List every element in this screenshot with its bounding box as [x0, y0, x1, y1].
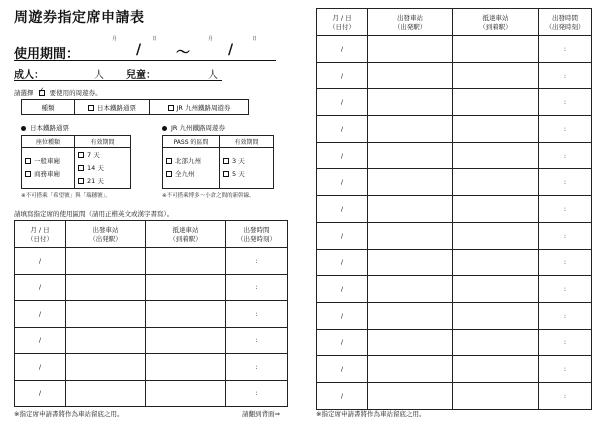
- arrive-cell[interactable]: [453, 222, 539, 249]
- arrive-cell[interactable]: [146, 274, 226, 301]
- depart-cell[interactable]: [368, 302, 453, 329]
- checkbox-icon[interactable]: [166, 158, 172, 164]
- time-cell[interactable]: :: [226, 301, 288, 328]
- arrive-cell[interactable]: [453, 169, 539, 196]
- kyushu-pass-heading: [162, 123, 225, 132]
- validity-option-3[interactable]: [220, 155, 273, 168]
- time-cell[interactable]: :: [539, 62, 592, 89]
- reservation-row: [15, 380, 288, 407]
- route-instruction: 請填寫指定席的使用區間（請用正楷英文或漢字書寫）。: [14, 210, 174, 218]
- arrive-column-header: [146, 221, 226, 248]
- reservation-row: [317, 62, 592, 89]
- arrive-cell[interactable]: [453, 142, 539, 169]
- reservation-row: [317, 116, 592, 143]
- end-day-label: 日: [252, 36, 258, 42]
- seat-option-ordinary[interactable]: [22, 155, 74, 168]
- arrive-column-header: [453, 9, 539, 36]
- checkbox-icon[interactable]: [78, 165, 84, 171]
- depart-cell[interactable]: [368, 89, 453, 116]
- passenger-count-field[interactable]: [14, 66, 222, 81]
- checkbox-icon[interactable]: [168, 105, 174, 111]
- pass-type-header: 種類: [22, 100, 75, 115]
- reservation-row: [317, 142, 592, 169]
- pass-area-header: PASS 的區間: [163, 136, 220, 148]
- turn-over-link[interactable]: 請翻到背面⇒: [242, 410, 280, 418]
- date-column-header: [317, 9, 368, 36]
- jr-pass-note: ※不可搭乘「希望號」與「瑞穗號」。: [21, 193, 111, 199]
- time-header-sub: （出発時刻）: [545, 23, 585, 31]
- time-cell[interactable]: :: [539, 116, 592, 143]
- time-header-sub: （出発時刻）: [237, 235, 276, 243]
- date-cell[interactable]: /: [317, 356, 368, 383]
- depart-cell[interactable]: [368, 329, 453, 356]
- time-cell[interactable]: :: [539, 329, 592, 356]
- reservation-row: [317, 222, 592, 249]
- reservation-row: [317, 249, 592, 276]
- jr-pass-heading: [21, 123, 69, 132]
- depart-cell[interactable]: [368, 249, 453, 276]
- kyushu-validity-header: 有效期間: [220, 136, 274, 148]
- arrive-header-sub: （到着駅）: [169, 235, 202, 243]
- arrive-cell[interactable]: [146, 354, 226, 381]
- time-cell[interactable]: :: [539, 142, 592, 169]
- end-month-label: 月: [208, 36, 214, 42]
- reservation-row: [317, 276, 592, 303]
- checkbox-icon[interactable]: [25, 171, 31, 177]
- right-footer-note: ※指定席申請書將作為車站留底之用。: [316, 410, 426, 418]
- arrive-cell[interactable]: [453, 302, 539, 329]
- reservation-table-left: [14, 220, 288, 407]
- reservation-rows-left: [15, 248, 288, 407]
- depart-cell[interactable]: [66, 274, 146, 301]
- time-cell[interactable]: :: [539, 302, 592, 329]
- reservation-row: [15, 327, 288, 354]
- arrive-cell[interactable]: [453, 249, 539, 276]
- pass-type-table: [21, 99, 249, 115]
- depart-column-header: [368, 9, 453, 36]
- area-option-north[interactable]: [163, 155, 219, 168]
- reservation-row: [317, 169, 592, 196]
- seat-type-header: 座位種類: [22, 136, 75, 148]
- depart-cell[interactable]: [368, 169, 453, 196]
- depart-header-sub: （出発駅）: [393, 23, 427, 31]
- depart-cell[interactable]: [368, 382, 453, 409]
- jr-pass-heading-text: 日本鐵路通票: [30, 124, 69, 132]
- arrive-cell[interactable]: [453, 62, 539, 89]
- depart-cell[interactable]: [66, 301, 146, 328]
- validity-option-label: 21 天: [87, 176, 104, 185]
- arrive-cell[interactable]: [146, 380, 226, 407]
- arrive-cell[interactable]: [453, 356, 539, 383]
- period-tilde: 〜: [176, 45, 190, 61]
- depart-header-text: 出發車站: [397, 14, 423, 22]
- arrive-header-text: 抵達車站: [172, 226, 199, 234]
- reservation-row: [317, 382, 592, 409]
- reservation-rows-right: [317, 36, 592, 410]
- select-instruction: [14, 88, 102, 97]
- arrive-header-sub: （到着駅）: [479, 23, 512, 31]
- date-cell[interactable]: /: [317, 196, 368, 223]
- reservation-row: [317, 36, 592, 63]
- time-cell[interactable]: :: [226, 274, 288, 301]
- depart-cell[interactable]: [66, 354, 146, 381]
- time-cell[interactable]: :: [226, 248, 288, 275]
- area-option-all[interactable]: [163, 168, 219, 181]
- reservation-row: [317, 89, 592, 116]
- checkbox-icon[interactable]: [78, 178, 84, 184]
- checkbox-icon[interactable]: [78, 152, 84, 158]
- reservation-row: [15, 248, 288, 275]
- depart-cell[interactable]: [368, 62, 453, 89]
- kyushu-pass-table: [162, 135, 274, 189]
- checkbox-icon[interactable]: [223, 171, 229, 177]
- time-cell[interactable]: :: [539, 89, 592, 116]
- start-day-label: 日: [152, 36, 158, 42]
- depart-cell[interactable]: [368, 276, 453, 303]
- time-column-header: [226, 221, 288, 248]
- form-title: 周遊券指定席申請表: [14, 10, 145, 26]
- left-footer-note: ※指定席申請書將作為車站留底之用。: [14, 410, 124, 418]
- checked-instruction-text: 要使用的周遊券。: [49, 89, 102, 97]
- arrive-cell[interactable]: [453, 36, 539, 63]
- time-cell[interactable]: :: [539, 196, 592, 223]
- date-cell[interactable]: /: [15, 301, 66, 328]
- reservation-table-right: [316, 8, 592, 410]
- reservation-row: [15, 274, 288, 301]
- depart-cell[interactable]: [368, 116, 453, 143]
- start-month-label: 月: [112, 36, 118, 42]
- arrive-cell[interactable]: [453, 89, 539, 116]
- checkbox-example-icon: [39, 90, 45, 96]
- usage-period-field[interactable]: [14, 60, 276, 61]
- date-cell[interactable]: /: [317, 89, 368, 116]
- reservation-row: [317, 356, 592, 383]
- date-cell[interactable]: /: [317, 329, 368, 356]
- date-cell[interactable]: /: [15, 274, 66, 301]
- date-cell[interactable]: /: [15, 380, 66, 407]
- arrive-cell[interactable]: [453, 196, 539, 223]
- depart-cell[interactable]: [66, 327, 146, 354]
- time-cell[interactable]: :: [539, 36, 592, 63]
- time-cell[interactable]: :: [226, 380, 288, 407]
- seat-option-label: 一般車廂: [34, 157, 60, 165]
- select-instruction-text: 請選擇: [14, 89, 34, 97]
- time-cell[interactable]: :: [539, 222, 592, 249]
- time-cell[interactable]: :: [539, 356, 592, 383]
- validity-option-7[interactable]: [75, 149, 130, 162]
- time-cell[interactable]: :: [539, 249, 592, 276]
- arrive-cell[interactable]: [453, 329, 539, 356]
- depart-cell[interactable]: [368, 142, 453, 169]
- adult-label: 成人：: [14, 70, 44, 81]
- date-cell[interactable]: /: [317, 249, 368, 276]
- arrive-cell[interactable]: [453, 116, 539, 143]
- seat-type-cell: [22, 148, 75, 189]
- start-date-slash: /: [136, 42, 142, 58]
- arrive-cell[interactable]: [146, 327, 226, 354]
- pass-area-cell: [163, 148, 220, 189]
- depart-cell[interactable]: [368, 222, 453, 249]
- seat-option-green[interactable]: [22, 168, 74, 181]
- time-header-text: 出發時間: [552, 14, 578, 22]
- reservation-row: [317, 196, 592, 223]
- bullet-icon: [162, 126, 167, 131]
- date-cell[interactable]: /: [15, 354, 66, 381]
- checkbox-icon[interactable]: [25, 158, 31, 164]
- validity-option-label: 14 天: [87, 163, 104, 172]
- jr-pass-table: [21, 135, 131, 189]
- child-unit: 人: [208, 70, 218, 81]
- date-cell[interactable]: /: [317, 222, 368, 249]
- reservation-row: [317, 302, 592, 329]
- validity-option-label: 3 天: [232, 157, 245, 165]
- depart-header-sub: （出発駅）: [89, 235, 122, 243]
- date-cell[interactable]: /: [15, 327, 66, 354]
- reservation-row: [15, 301, 288, 328]
- kyushu-pass-note: ※不可搭乘博多～小倉之間的新幹線。: [162, 193, 255, 199]
- date-cell[interactable]: /: [317, 116, 368, 143]
- arrive-cell[interactable]: [453, 276, 539, 303]
- time-cell[interactable]: :: [539, 169, 592, 196]
- date-cell[interactable]: /: [317, 276, 368, 303]
- kyushu-validity-cell: [220, 148, 274, 189]
- depart-cell[interactable]: [66, 248, 146, 275]
- kyushu-heading-text: JR 九州鐵路周遊券: [171, 124, 225, 132]
- date-cell[interactable]: /: [317, 169, 368, 196]
- validity-option-5[interactable]: [220, 168, 273, 181]
- child-label: 兒童：: [126, 70, 156, 81]
- date-cell[interactable]: /: [317, 302, 368, 329]
- bullet-icon: [21, 126, 26, 131]
- arrive-cell[interactable]: [146, 301, 226, 328]
- reservation-row: [15, 354, 288, 381]
- time-header-text: 出發時間: [243, 226, 270, 234]
- depart-cell[interactable]: [368, 356, 453, 383]
- depart-cell[interactable]: [368, 196, 453, 223]
- date-cell[interactable]: /: [317, 382, 368, 409]
- seat-option-label: 商務車廂: [34, 170, 60, 178]
- time-cell[interactable]: :: [539, 276, 592, 303]
- arrive-cell[interactable]: [146, 248, 226, 275]
- date-cell[interactable]: /: [15, 248, 66, 275]
- validity-option-label: 7 天: [87, 150, 100, 159]
- pass-option-label: 日本鐵路通票: [97, 103, 136, 112]
- validity-option-21[interactable]: [75, 175, 130, 188]
- reservation-row: [317, 329, 592, 356]
- jr-validity-cell: [75, 148, 131, 189]
- arrive-cell[interactable]: [453, 382, 539, 409]
- depart-column-header: [66, 221, 146, 248]
- depart-cell[interactable]: [66, 380, 146, 407]
- time-cell[interactable]: :: [226, 354, 288, 381]
- arrive-header-text: 抵達車站: [482, 14, 509, 22]
- date-column-header: [15, 221, 66, 248]
- date-cell[interactable]: /: [317, 142, 368, 169]
- checkbox-icon[interactable]: [88, 105, 94, 111]
- date-cell[interactable]: /: [317, 36, 368, 63]
- date-header-text: 月 / 日: [332, 14, 352, 22]
- checkbox-icon[interactable]: [223, 158, 229, 164]
- validity-option-14[interactable]: [75, 162, 130, 175]
- date-header-text: 月 / 日: [30, 226, 50, 234]
- pass-option-kyushu-pass[interactable]: [150, 100, 249, 115]
- pass-option-label: JR 九州鐵路周遊券: [176, 103, 231, 112]
- time-cell[interactable]: :: [539, 382, 592, 409]
- time-cell[interactable]: :: [226, 327, 288, 354]
- date-cell[interactable]: /: [317, 62, 368, 89]
- area-option-label: 全九州: [175, 170, 195, 178]
- adult-unit: 人: [94, 70, 104, 81]
- time-column-header: [539, 9, 592, 36]
- area-option-label: 北部九州: [175, 157, 201, 165]
- depart-cell[interactable]: [368, 36, 453, 63]
- date-header-sub: （日付）: [27, 235, 53, 243]
- jr-validity-header: 有效期間: [75, 136, 131, 148]
- date-header-sub: （日付）: [329, 23, 355, 31]
- checkbox-icon[interactable]: [166, 171, 172, 177]
- end-date-slash: /: [228, 42, 234, 58]
- usage-period-label: 使用期間：: [14, 47, 80, 62]
- depart-header-text: 出發車站: [92, 226, 119, 234]
- pass-option-jr-pass[interactable]: [75, 100, 150, 115]
- validity-option-label: 5 天: [232, 170, 245, 178]
